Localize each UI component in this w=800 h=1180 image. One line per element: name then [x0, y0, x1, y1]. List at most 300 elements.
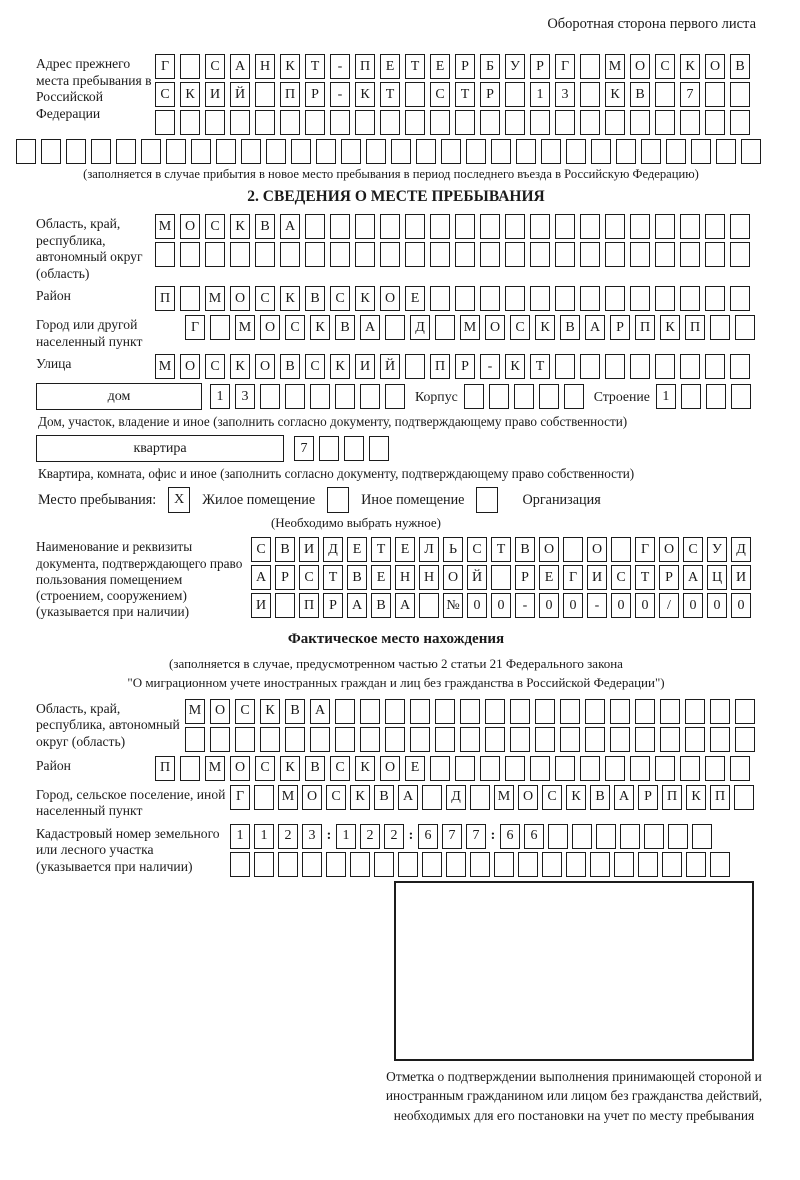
char-cell[interactable]: О [587, 537, 607, 562]
char-cell[interactable]: С [205, 354, 225, 379]
char-cell[interactable] [580, 54, 600, 79]
char-cell[interactable]: Г [635, 537, 655, 562]
char-cell[interactable] [610, 727, 630, 752]
char-cell[interactable] [644, 824, 664, 849]
char-cell[interactable] [374, 852, 394, 877]
char-cell[interactable] [685, 699, 705, 724]
char-cell[interactable] [435, 727, 455, 752]
char-cell[interactable] [610, 699, 630, 724]
char-cell[interactable]: О [180, 354, 200, 379]
char-cell[interactable] [680, 756, 700, 781]
char-cell[interactable]: С [251, 537, 271, 562]
char-cell[interactable] [335, 727, 355, 752]
char-cell[interactable]: 1 [210, 384, 230, 409]
char-cell[interactable] [335, 699, 355, 724]
char-cell[interactable] [460, 727, 480, 752]
char-cell[interactable] [630, 354, 650, 379]
char-cell[interactable]: Р [275, 565, 295, 590]
char-cell[interactable]: 7 [680, 82, 700, 107]
char-cell[interactable] [230, 852, 250, 877]
char-cell[interactable] [430, 286, 450, 311]
char-cell[interactable] [555, 110, 575, 135]
char-cell[interactable] [585, 699, 605, 724]
char-cell[interactable] [260, 727, 280, 752]
char-cell[interactable] [505, 242, 525, 267]
char-cell[interactable]: П [155, 286, 175, 311]
char-cell[interactable] [555, 756, 575, 781]
char-cell[interactable] [366, 139, 386, 164]
char-cell[interactable]: И [205, 82, 225, 107]
char-cell[interactable]: Е [380, 54, 400, 79]
char-cell[interactable]: В [335, 315, 355, 340]
char-cell[interactable]: Й [380, 354, 400, 379]
char-cell[interactable] [205, 242, 225, 267]
char-cell[interactable] [435, 699, 455, 724]
char-cell[interactable]: К [686, 785, 706, 810]
char-cell[interactable]: 0 [539, 593, 559, 618]
char-cell[interactable]: С [299, 565, 319, 590]
char-cell[interactable]: 3 [235, 384, 255, 409]
char-cell[interactable] [580, 214, 600, 239]
char-cell[interactable] [360, 727, 380, 752]
char-cell[interactable]: О [180, 214, 200, 239]
char-cell[interactable]: Р [638, 785, 658, 810]
char-cell[interactable] [166, 139, 186, 164]
char-cell[interactable]: Н [419, 565, 439, 590]
char-cell[interactable] [355, 242, 375, 267]
char-cell[interactable]: К [230, 354, 250, 379]
char-cell[interactable] [580, 82, 600, 107]
char-cell[interactable] [385, 384, 405, 409]
char-cell[interactable]: П [155, 756, 175, 781]
char-cell[interactable]: Р [610, 315, 630, 340]
char-cell[interactable] [680, 214, 700, 239]
char-cell[interactable] [180, 756, 200, 781]
char-cell[interactable]: К [280, 286, 300, 311]
char-cell[interactable] [291, 139, 311, 164]
char-cell[interactable] [605, 242, 625, 267]
char-cell[interactable] [430, 110, 450, 135]
char-cell[interactable]: Т [635, 565, 655, 590]
char-cell[interactable]: В [255, 214, 275, 239]
char-cell[interactable]: Р [480, 82, 500, 107]
char-cell[interactable] [316, 139, 336, 164]
char-cell[interactable] [616, 139, 636, 164]
char-cell[interactable] [230, 110, 250, 135]
char-cell[interactable]: П [355, 54, 375, 79]
checkbox-inoe[interactable] [327, 487, 349, 513]
char-cell[interactable] [730, 354, 750, 379]
char-cell[interactable]: 0 [563, 593, 583, 618]
char-cell[interactable] [705, 214, 725, 239]
char-cell[interactable]: Т [323, 565, 343, 590]
char-cell[interactable] [180, 286, 200, 311]
char-cell[interactable] [541, 139, 561, 164]
checkbox-zhiloe[interactable]: X [168, 487, 190, 513]
char-cell[interactable]: 6 [524, 824, 544, 849]
char-cell[interactable]: С [235, 699, 255, 724]
char-cell[interactable] [730, 242, 750, 267]
char-cell[interactable]: К [260, 699, 280, 724]
char-cell[interactable]: М [605, 54, 625, 79]
char-cell[interactable] [494, 852, 514, 877]
char-cell[interactable] [685, 727, 705, 752]
char-cell[interactable] [605, 214, 625, 239]
char-cell[interactable]: Е [430, 54, 450, 79]
char-cell[interactable]: О [380, 286, 400, 311]
char-cell[interactable]: Р [323, 593, 343, 618]
char-cell[interactable] [530, 286, 550, 311]
char-cell[interactable]: С [683, 537, 703, 562]
char-cell[interactable] [480, 214, 500, 239]
char-cell[interactable] [630, 110, 650, 135]
char-cell[interactable]: Т [530, 354, 550, 379]
char-cell[interactable]: К [310, 315, 330, 340]
char-cell[interactable] [385, 727, 405, 752]
char-cell[interactable] [734, 785, 754, 810]
char-cell[interactable]: С [326, 785, 346, 810]
char-cell[interactable]: № [443, 593, 463, 618]
char-cell[interactable]: И [251, 593, 271, 618]
char-cell[interactable]: М [155, 354, 175, 379]
char-cell[interactable] [254, 852, 274, 877]
char-cell[interactable]: К [280, 54, 300, 79]
char-cell[interactable] [735, 699, 755, 724]
char-cell[interactable]: 3 [555, 82, 575, 107]
char-cell[interactable]: И [587, 565, 607, 590]
char-cell[interactable] [555, 214, 575, 239]
char-cell[interactable]: С [655, 54, 675, 79]
char-cell[interactable] [466, 139, 486, 164]
char-cell[interactable] [730, 214, 750, 239]
char-cell[interactable]: О [539, 537, 559, 562]
char-cell[interactable]: И [299, 537, 319, 562]
char-cell[interactable]: 7 [294, 436, 314, 461]
char-cell[interactable] [350, 852, 370, 877]
char-cell[interactable] [116, 139, 136, 164]
char-cell[interactable] [692, 824, 712, 849]
char-cell[interactable] [555, 242, 575, 267]
char-cell[interactable] [662, 852, 682, 877]
char-cell[interactable]: О [380, 756, 400, 781]
char-cell[interactable]: К [355, 286, 375, 311]
char-cell[interactable]: В [630, 82, 650, 107]
char-cell[interactable]: У [707, 537, 727, 562]
char-cell[interactable] [310, 384, 330, 409]
char-cell[interactable]: В [371, 593, 391, 618]
char-cell[interactable]: Ь [443, 537, 463, 562]
char-cell[interactable] [416, 139, 436, 164]
char-cell[interactable]: / [659, 593, 679, 618]
char-cell[interactable]: Д [323, 537, 343, 562]
char-cell[interactable] [605, 286, 625, 311]
char-cell[interactable] [630, 214, 650, 239]
char-cell[interactable]: А [395, 593, 415, 618]
char-cell[interactable]: А [360, 315, 380, 340]
char-cell[interactable] [185, 727, 205, 752]
char-cell[interactable] [455, 110, 475, 135]
char-cell[interactable] [542, 852, 562, 877]
char-cell[interactable] [705, 242, 725, 267]
char-cell[interactable] [563, 537, 583, 562]
char-cell[interactable] [681, 384, 701, 409]
char-cell[interactable]: Е [405, 756, 425, 781]
char-cell[interactable] [668, 824, 688, 849]
char-cell[interactable]: 0 [611, 593, 631, 618]
char-cell[interactable] [485, 699, 505, 724]
char-cell[interactable] [405, 82, 425, 107]
char-cell[interactable]: С [430, 82, 450, 107]
char-cell[interactable] [326, 852, 346, 877]
char-cell[interactable]: 0 [467, 593, 487, 618]
char-cell[interactable]: Г [563, 565, 583, 590]
char-cell[interactable] [605, 756, 625, 781]
char-cell[interactable] [505, 110, 525, 135]
char-cell[interactable] [278, 852, 298, 877]
char-cell[interactable] [480, 110, 500, 135]
char-cell[interactable]: М [155, 214, 175, 239]
char-cell[interactable]: О [705, 54, 725, 79]
char-cell[interactable]: К [280, 756, 300, 781]
char-cell[interactable] [380, 242, 400, 267]
char-cell[interactable] [710, 699, 730, 724]
char-cell[interactable] [385, 699, 405, 724]
char-cell[interactable] [660, 699, 680, 724]
char-cell[interactable] [590, 852, 610, 877]
char-cell[interactable]: С [542, 785, 562, 810]
char-cell[interactable]: С [510, 315, 530, 340]
char-cell[interactable]: М [205, 756, 225, 781]
char-cell[interactable]: О [443, 565, 463, 590]
char-cell[interactable]: П [430, 354, 450, 379]
char-cell[interactable]: С [205, 54, 225, 79]
char-cell[interactable]: 7 [466, 824, 486, 849]
char-cell[interactable]: Т [455, 82, 475, 107]
char-cell[interactable] [566, 139, 586, 164]
char-cell[interactable] [16, 139, 36, 164]
char-cell[interactable]: К [505, 354, 525, 379]
char-cell[interactable]: 2 [278, 824, 298, 849]
char-cell[interactable] [505, 756, 525, 781]
char-cell[interactable] [355, 214, 375, 239]
char-cell[interactable]: К [566, 785, 586, 810]
char-cell[interactable] [560, 727, 580, 752]
char-cell[interactable]: С [611, 565, 631, 590]
char-cell[interactable] [302, 852, 322, 877]
char-cell[interactable]: С [205, 214, 225, 239]
char-cell[interactable] [141, 139, 161, 164]
char-cell[interactable] [611, 537, 631, 562]
char-cell[interactable]: К [330, 354, 350, 379]
char-cell[interactable] [41, 139, 61, 164]
char-cell[interactable] [638, 852, 658, 877]
char-cell[interactable] [410, 699, 430, 724]
char-cell[interactable] [560, 699, 580, 724]
char-cell[interactable] [489, 384, 509, 409]
char-cell[interactable]: П [635, 315, 655, 340]
char-cell[interactable] [516, 139, 536, 164]
char-cell[interactable]: 6 [418, 824, 438, 849]
char-cell[interactable]: П [685, 315, 705, 340]
char-cell[interactable] [591, 139, 611, 164]
char-cell[interactable] [180, 242, 200, 267]
char-cell[interactable] [360, 699, 380, 724]
char-cell[interactable]: Р [455, 54, 475, 79]
char-cell[interactable]: 1 [656, 384, 676, 409]
char-cell[interactable] [191, 139, 211, 164]
char-cell[interactable]: К [535, 315, 555, 340]
char-cell[interactable]: М [278, 785, 298, 810]
char-cell[interactable] [241, 139, 261, 164]
char-cell[interactable] [735, 315, 755, 340]
char-cell[interactable]: В [280, 354, 300, 379]
char-cell[interactable] [470, 852, 490, 877]
checkbox-organizatsiya[interactable] [476, 487, 498, 513]
char-cell[interactable]: Г [555, 54, 575, 79]
char-cell[interactable] [660, 727, 680, 752]
char-cell[interactable] [419, 593, 439, 618]
char-cell[interactable]: А [683, 565, 703, 590]
char-cell[interactable] [680, 110, 700, 135]
char-cell[interactable] [180, 110, 200, 135]
char-cell[interactable]: А [310, 699, 330, 724]
char-cell[interactable]: С [330, 286, 350, 311]
char-cell[interactable] [505, 286, 525, 311]
char-cell[interactable]: А [251, 565, 271, 590]
char-cell[interactable] [710, 852, 730, 877]
char-cell[interactable]: Т [371, 537, 391, 562]
char-cell[interactable] [530, 756, 550, 781]
char-cell[interactable] [731, 384, 751, 409]
char-cell[interactable]: К [680, 54, 700, 79]
char-cell[interactable] [635, 727, 655, 752]
char-cell[interactable]: В [275, 537, 295, 562]
char-cell[interactable] [666, 139, 686, 164]
char-cell[interactable]: 0 [707, 593, 727, 618]
char-cell[interactable] [705, 286, 725, 311]
char-cell[interactable]: 7 [442, 824, 462, 849]
char-cell[interactable] [741, 139, 761, 164]
char-cell[interactable]: Н [395, 565, 415, 590]
char-cell[interactable]: Е [405, 286, 425, 311]
char-cell[interactable] [620, 824, 640, 849]
char-cell[interactable] [530, 242, 550, 267]
char-cell[interactable] [216, 139, 236, 164]
char-cell[interactable] [539, 384, 559, 409]
char-cell[interactable] [380, 214, 400, 239]
char-cell[interactable] [280, 242, 300, 267]
char-cell[interactable] [330, 242, 350, 267]
char-cell[interactable]: Е [539, 565, 559, 590]
char-cell[interactable] [255, 82, 275, 107]
char-cell[interactable] [580, 756, 600, 781]
char-cell[interactable] [635, 699, 655, 724]
char-cell[interactable]: О [659, 537, 679, 562]
char-cell[interactable] [91, 139, 111, 164]
char-cell[interactable] [255, 242, 275, 267]
char-cell[interactable] [730, 286, 750, 311]
char-cell[interactable] [460, 699, 480, 724]
char-cell[interactable]: А [585, 315, 605, 340]
char-cell[interactable]: С [330, 756, 350, 781]
char-cell[interactable] [422, 852, 442, 877]
char-cell[interactable] [710, 315, 730, 340]
char-cell[interactable] [455, 286, 475, 311]
char-cell[interactable]: А [230, 54, 250, 79]
char-cell[interactable] [480, 286, 500, 311]
char-cell[interactable] [210, 727, 230, 752]
char-cell[interactable] [344, 436, 364, 461]
char-cell[interactable]: - [330, 82, 350, 107]
char-cell[interactable] [691, 139, 711, 164]
char-cell[interactable]: М [185, 699, 205, 724]
char-cell[interactable] [285, 384, 305, 409]
char-cell[interactable]: П [299, 593, 319, 618]
char-cell[interactable]: В [730, 54, 750, 79]
char-cell[interactable]: М [205, 286, 225, 311]
char-cell[interactable]: А [614, 785, 634, 810]
char-cell[interactable]: 1 [336, 824, 356, 849]
char-cell[interactable] [410, 727, 430, 752]
char-cell[interactable] [555, 354, 575, 379]
char-cell[interactable]: 2 [360, 824, 380, 849]
char-cell[interactable]: А [347, 593, 367, 618]
char-cell[interactable] [491, 139, 511, 164]
char-cell[interactable] [655, 286, 675, 311]
char-cell[interactable] [441, 139, 461, 164]
char-cell[interactable]: К [350, 785, 370, 810]
char-cell[interactable]: 0 [683, 593, 703, 618]
char-cell[interactable]: О [630, 54, 650, 79]
char-cell[interactable]: В [305, 756, 325, 781]
char-cell[interactable] [655, 354, 675, 379]
char-cell[interactable]: Л [419, 537, 439, 562]
char-cell[interactable] [705, 354, 725, 379]
char-cell[interactable] [686, 852, 706, 877]
char-cell[interactable] [319, 436, 339, 461]
char-cell[interactable]: П [710, 785, 730, 810]
char-cell[interactable]: О [230, 286, 250, 311]
char-cell[interactable]: К [355, 756, 375, 781]
char-cell[interactable]: 0 [731, 593, 751, 618]
char-cell[interactable] [605, 110, 625, 135]
char-cell[interactable]: С [285, 315, 305, 340]
char-cell[interactable] [530, 110, 550, 135]
char-cell[interactable]: В [515, 537, 535, 562]
char-cell[interactable] [730, 110, 750, 135]
char-cell[interactable] [585, 727, 605, 752]
char-cell[interactable] [422, 785, 442, 810]
char-cell[interactable] [280, 110, 300, 135]
char-cell[interactable] [480, 242, 500, 267]
char-cell[interactable]: Д [410, 315, 430, 340]
char-cell[interactable] [705, 756, 725, 781]
char-cell[interactable] [485, 727, 505, 752]
char-cell[interactable]: С [155, 82, 175, 107]
char-cell[interactable] [655, 756, 675, 781]
char-cell[interactable] [566, 852, 586, 877]
char-cell[interactable] [705, 110, 725, 135]
char-cell[interactable]: О [260, 315, 280, 340]
char-cell[interactable] [305, 214, 325, 239]
char-cell[interactable]: - [515, 593, 535, 618]
char-cell[interactable]: Р [305, 82, 325, 107]
char-cell[interactable] [680, 242, 700, 267]
char-cell[interactable]: Е [347, 537, 367, 562]
char-cell[interactable] [391, 139, 411, 164]
char-cell[interactable]: Р [515, 565, 535, 590]
char-cell[interactable] [614, 852, 634, 877]
